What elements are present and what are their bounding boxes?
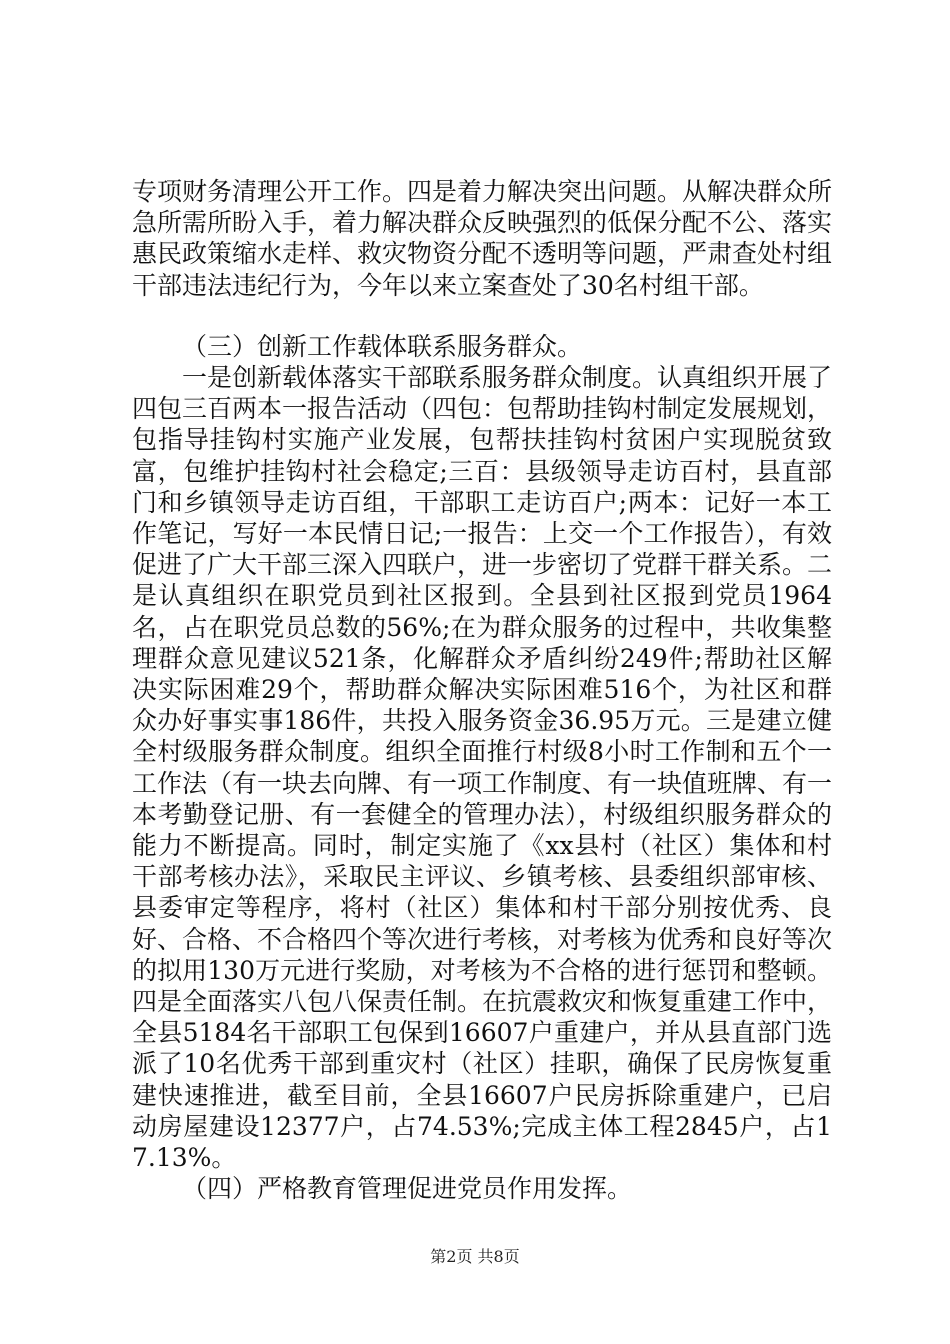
page-number-footer: 第2页 共8页 bbox=[430, 1247, 520, 1266]
section-heading-3: （三）创新工作载体联系服务群众。 bbox=[182, 331, 583, 361]
paragraph-gap bbox=[132, 301, 832, 331]
document-body bbox=[132, 176, 832, 1205]
paragraph-1: 专项财务清理公开工作。四是着力解决突出问题。从解决群众所急所需所盼入手，着力解决群众反映强烈的低保分配不公、落实惠民政策缩水走样、救灾物资分配不透明等问题，严肃查处村组干部违法违纪行为，今年以来立案查处了30名村组干部。 bbox=[132, 177, 833, 300]
section-heading-4: （四）严格教育管理促进党员作用发挥。 bbox=[182, 1174, 633, 1204]
paragraph-2: 一是创新载体落实干部联系服务群众制度。认真组织开展了四包三百两本一报告活动（四包：包帮助挂钩村制定发展规划，包指导挂钩村实施产业发展，包帮扶挂钩村贫困户实现脱贫致富，包维护挂钩村社会稳定;三百：县级领导走访百村，县直部门和乡镇领导走访百组，干部职工走访百户;两本：记好一本工作笔记，写好一本民情日记;一报告：上交一个工作报告），有效促进了广大干部三深入四联户，进一步密切了党群干群关系。二是认真组织在职党员到社区报到。全县到社区报到党员1964名，占在职党员总数的56%;在为群众服务的过程中，共收集整理群众意见建议521条，化解群众矛盾纠纷249件;帮助社区解决实际困难29个，帮助群众解决实际困难516个，为社区和群众办好事实事186件，共投入服务资金36.95万元。三是建立健全村级服务群众制度。组织全面推行村级8小时工作制和五个一工作法（有一块去向牌、有一项工作制度、有一块值班牌、有一本考勤登记册、有一套健全的管理办法），村级组织服务群众的能力不断提高。同时，制定实施了《xx县村（社区）集体和村干部考核办法》，采取民主评议、乡镇考核、县委组织部审核、县委审定等程序，将村（社区）集体和村干部分别按优秀、良好、合格、不合格四个等次进行考核，对考核为优秀和良好等次的拟用130万元进行奖励，对考核为不合格的进行惩罚和整顿。四是全面落实八包八保责任制。在抗震救灾和恢复重建工作中，全县5184名干部职工包保到16607户重建户，并从县直部门选派了10名优秀干部到重灾村（社区）挂职，确保了民房恢复重建快速推进，截至目前，全县16607户民房拆除重建户，已启动房屋建设12377户，占74.53%;完成主体工程2845户，占17.13%。 bbox=[132, 363, 833, 1173]
